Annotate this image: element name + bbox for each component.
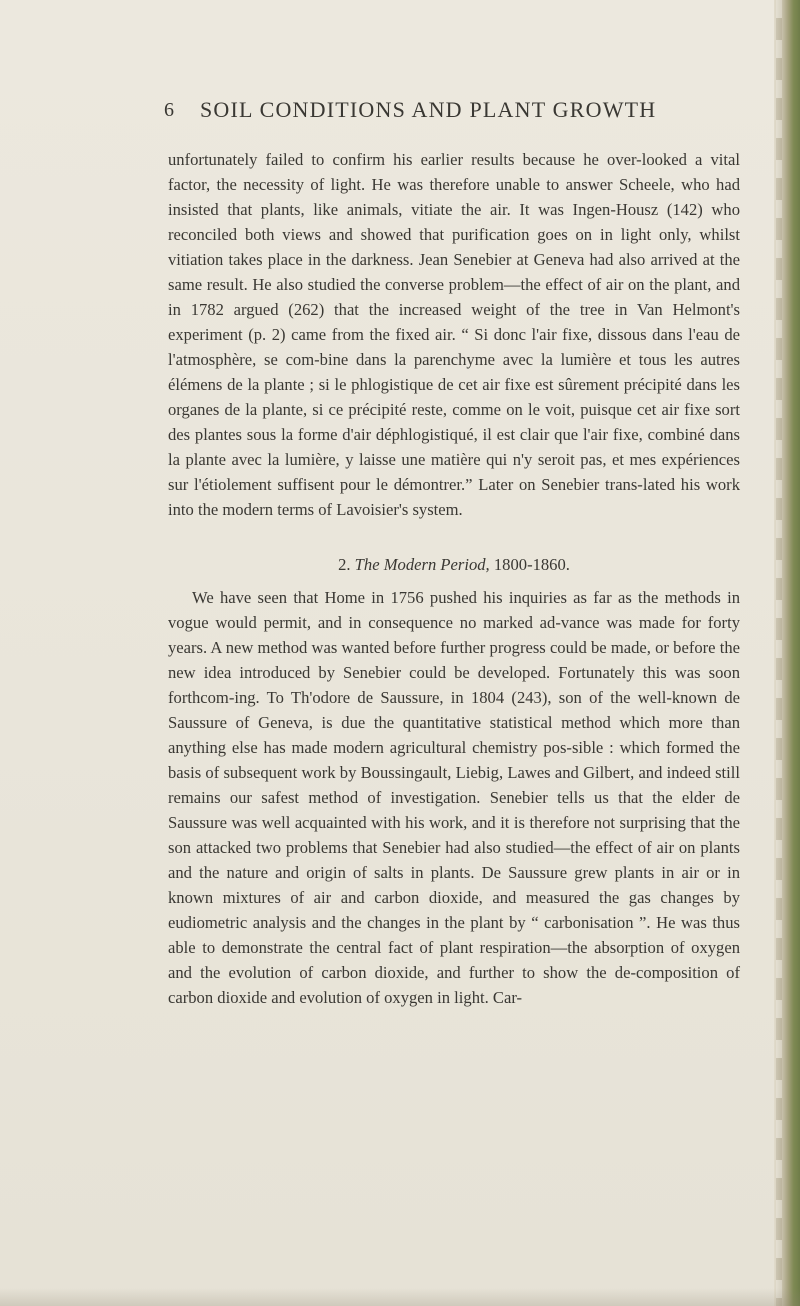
running-head [0, 97, 760, 129]
section-dates: 1800-1860. [493, 555, 570, 574]
section-title: The Modern Period, [354, 555, 490, 574]
page-bottom-shadow [0, 1288, 800, 1306]
paragraph-1: unfortunately failed to confirm his earlier results because he over-looked a vital factor, the necessity of light. He was therefore unable to answer Scheele, who had insisted that plants, like animals, vitiate the air. It was Ingen-Housz (142) who reconciled both views and showed that purification goes on in light only, whilst vitiation takes place in the darkness. Jean Senebier at Geneva had also arrived at the same result. He also studied the converse problem—the effect of air on the plant, and in 1782 argued (262) that the increased weight of the tree in Van Helmont's experiment (p. 2) came from the fixed air. “ Si donc l'air fixe, dissous dans l'eau de l'atmosphère, se com-bine dans la parenchyme avec la lumière et tous les autres élémens de la plante ; si le phlogistique de cet air fixe est sûrement précipité dans les organes de la plante, si ce précipité reste, comme on le voit, puisque cet air fixe sort des plantes sous la forme d'air déphlogistiqué, il est clair que l'air fixe, combiné dans la plante avec la lumière, y laisse une matière qui n'y seroit pas, et mes expériences sur l'étiolement suffisent pour le démontrer.” Later on Senebier trans-lated his work into the modern terms of Lavoisier's system. [168, 150, 740, 519]
body-text [168, 147, 740, 1010]
section-heading [168, 552, 740, 577]
running-title: SOIL CONDITIONS AND PLANT GROWTH [200, 97, 657, 122]
paragraph-2: We have seen that Home in 1756 pushed his inquiries as far as the methods in vogue would permit, and in consequence no marked ad-vance was made for forty years. A new method was wanted before further progress could be made, or before the new idea introduced by Senebier could be developed. Fortunately this was soon forthcom-ing. To Th'odore de Saussure, in 1804 (243), son of the well-known de Saussure of Geneva, is due the quantitative statistical method which more than anything else has made modern agricultural chemistry pos-sible : which formed the basis of subsequent work by Boussingault, Liebig, Lawes and Gilbert, and indeed still remains our safest method of investigation. Senebier tells us that the elder de Saussure was well acquainted with his work, and it is therefore not surprising that the son attacked two problems that Senebier had also studied—the effect of air on plants and the nature and origin of salts in plants. De Saussure grew plants in air or in known mixtures of air and carbon dioxide, and measured the gas changes by eudiometric analysis and the changes in the plant by “ carbonisation ”. He was thus able to demonstrate the central fact of plant respiration—the absorption of oxygen and the evolution of carbon dioxide, and further to show the de-composition of carbon dioxide and evolution of oxygen in light. Car- [168, 588, 740, 1007]
page-number: 6 [164, 99, 175, 121]
book-binding-edge [774, 0, 800, 1306]
section-number: 2. [338, 555, 351, 574]
